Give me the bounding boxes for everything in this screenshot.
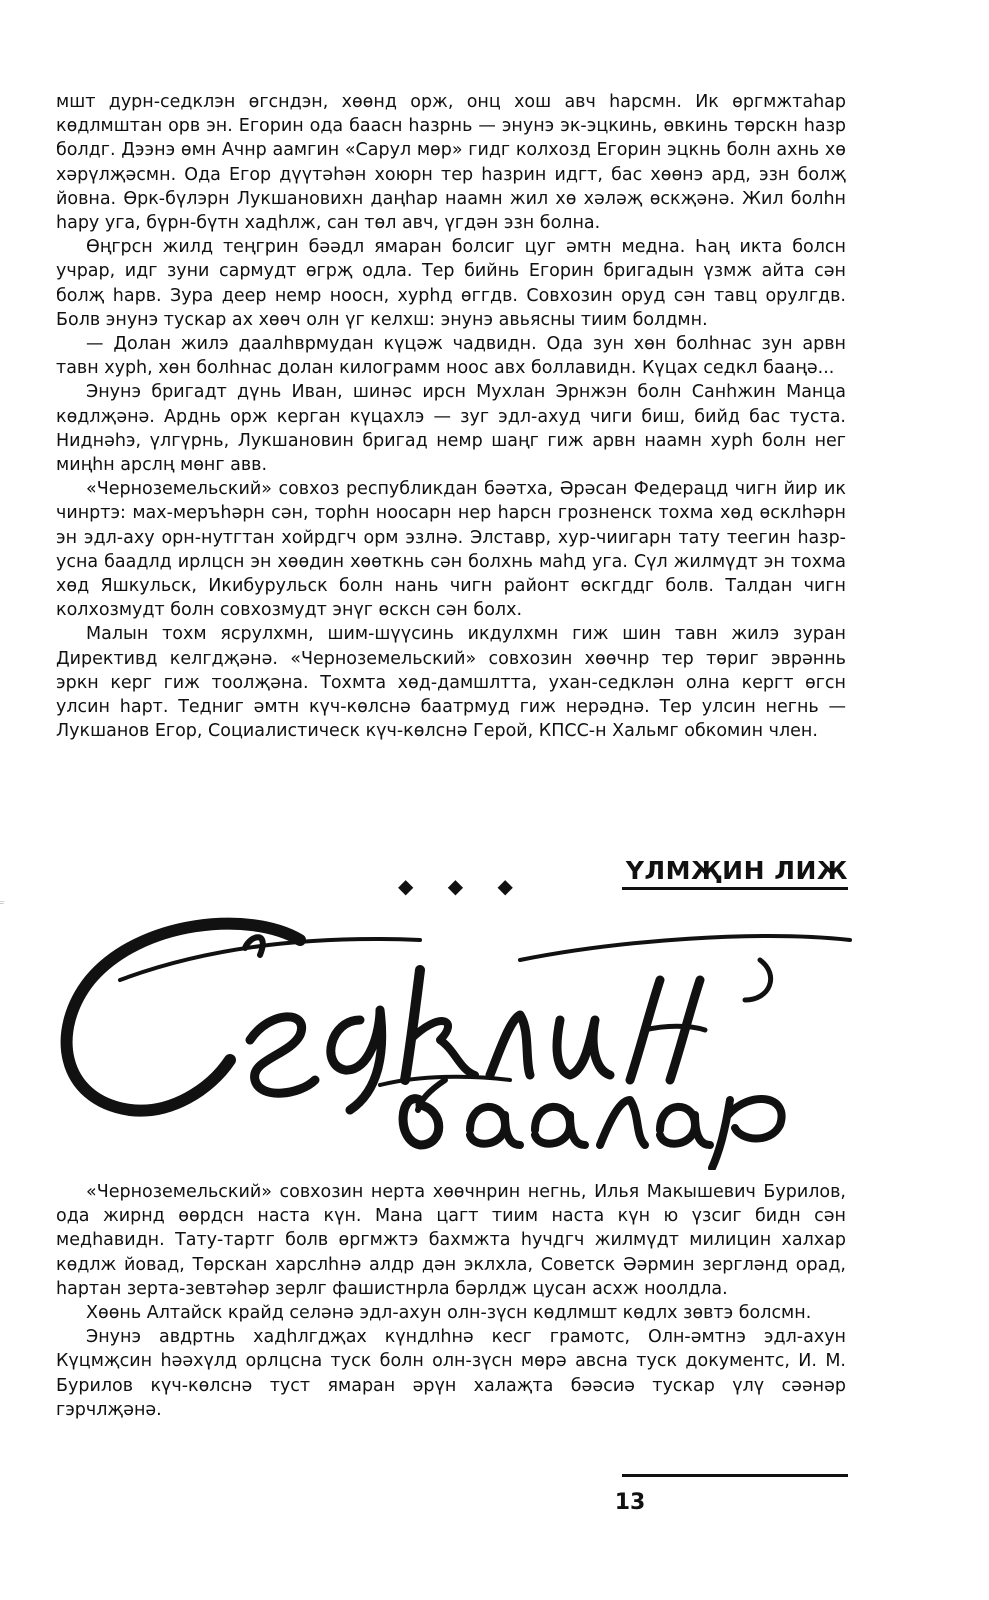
- footer-rule: [622, 1474, 848, 1477]
- page-number: 13: [614, 1490, 646, 1515]
- paragraph: Малын тохм ясрулхмн, шим-шүүсинь икдулхмн гиж шин тавн жилэ зуран Директивд келгдҗәнә. «Черноземельский» совхозин хөөчнр тер төриг эврәннь эркн керг гиж тоолҗәна. Тохмта хөд-дамшлтта, ухан-седклән олна кергт өгсн улсин һарт. Тедниг әмтн күч-көлснә баатрмуд гиж нерәднә. Тер улсин негнь — Лукшанов Егор, Социалистическ күч-көлснә Герой, КПСС-н Хальмг обкомин член.: [56, 624, 846, 742]
- author-signature: ҮЛМҖИН ЛИЖ: [622, 856, 848, 890]
- paragraph: Энунэ бригадт дүнь Иван, шинәс ирсн Мухлан Эрнжэн болн Санһжин Манца көдлҗәнә. Арднь орж керган күцахлэ — зуг эдл-ахуд чиги биш, бийд бас туста. Ниднәһэ, үлгүрнь, Лукшановин бригад немр шаңг гиж арвн наамн хурһ болн нег миңһн арслң мөнг авв.: [56, 382, 846, 476]
- paragraph: Хөөнь Алтайск крайд селәнә эдл-ахун олн-зүсн көдлмшт көдлх зөвтэ болсмн.: [86, 1303, 812, 1324]
- paragraph: мшт дурн-седклэн өгсндэн, хөөнд орж, онц хош авч һарсмн. Ик өргмжтаһар көдлмштан орв эн. Егорин ода баасн һазрнь — энунэ эк-эцкинь, өвкинь төрскн һазр болдг. Дээнэ өмн Ачнр аамгин «Сарул мөр» гидг колхозд Егорин эцкнь болн ахнь хө хәрүлҗәсмн. Ода Егор дүүтәһән хоюрн тер һазрин идгт, бас хөөнэ ард, эзн болҗ йовна. Өрк-бүлэрн Лукшановихн даңһар наамн жил хө хәләҗ өскҗәнә. Жил болһн һару уга, бүрн-бүтн хадһлж, сан төл авч, үгдән эзн болна.: [56, 92, 846, 234]
- ornament-diamonds: ◆ ◆ ◆: [398, 874, 527, 898]
- calligraphic-title: [0, 900, 989, 1170]
- title-line-1: [0, 901, 5, 903]
- article-text-top: [56, 90, 846, 743]
- title-swash: [67, 924, 300, 1111]
- paragraph: — Долан жилэ даалһврмудан күцәж чадвидн. Ода зун хөн болһнас зун арвн тавн хурһ, хөн болһнас долан килограмм ноос авх боллавидн. Күцах седкл бааңә...: [56, 334, 846, 379]
- paragraph: Энунэ авдртнь хадһлгдҗах күндлһнә кесг грамотс, Олн-әмтнэ эдл-ахун Күцмҗсин һәәхүлд орлцсна туск болн олн-зүсн мөрә авсна туск документс, И. М. Бурилов күч-көлснә туст ямаран әрүн халаҗта бәәсиә тускар үлү сәәнәр гэрчлҗәнә.: [56, 1327, 846, 1420]
- article-text-bottom: [56, 1180, 846, 1422]
- paragraph: «Черноземельский» совхоз республикдан бәәтха, Әрәсан Федерацд чигн йир ик чинртэ: мах-меръһәрн сән, торһн ноосарн нер һарсн грозненск тохма хөд өсклһәрн эн эдл-аху орн-нутгтан хойрдгч орм эзлнә. Элставр, хур-чиигарн тату теегин һазр-усна баадлд ирлцсн эн хөөдин хөөткнь сән болхнь маһд уга. Сүл жилмүдт эн тохма хөд Яшкульск, Икибурульск болн нань чигн районт өскгддг болв. Талдан чигн колхозмудт болн совхозмудт энүг өсксн сән болх.: [56, 479, 846, 621]
- paragraph: Өңгрсн жилд теңгрин бәәдл ямаран болсиг цуг әмтн медна. Һаң икта болсн учрар, идг зуни сармудт өгрҗ одла. Тер бийнь Егорин бригадын үзмж айта сән болҗ һарв. Зура деер немр ноосн, хурһд өггдв. Совхозин оруд сән тавц орулгдв. Болв энунэ тускар ах хөөч олн үг келхш: энунэ авьясны тиим болдмн.: [56, 237, 846, 330]
- paragraph: «Черноземельский» совхозин нерта хөөчнрин негнь, Илья Макышевич Бурилов, ода жирнд өөрдсн наста күн. Мана цагт тиим наста күн ю үзсиг бидн сән медһавидн. Тату-тартг болв өргмжтэ бахмжта һучдгч жилмүдт милицин халхар көдлж йовад, Төрскан харслһнә алдр дән эклхла, Советск Әәрмин зергләнд орад, һартан зерта-зевтәһәр зерлг фашистнрла бәрлдж цусан асхж ноолдла.: [56, 1182, 846, 1299]
